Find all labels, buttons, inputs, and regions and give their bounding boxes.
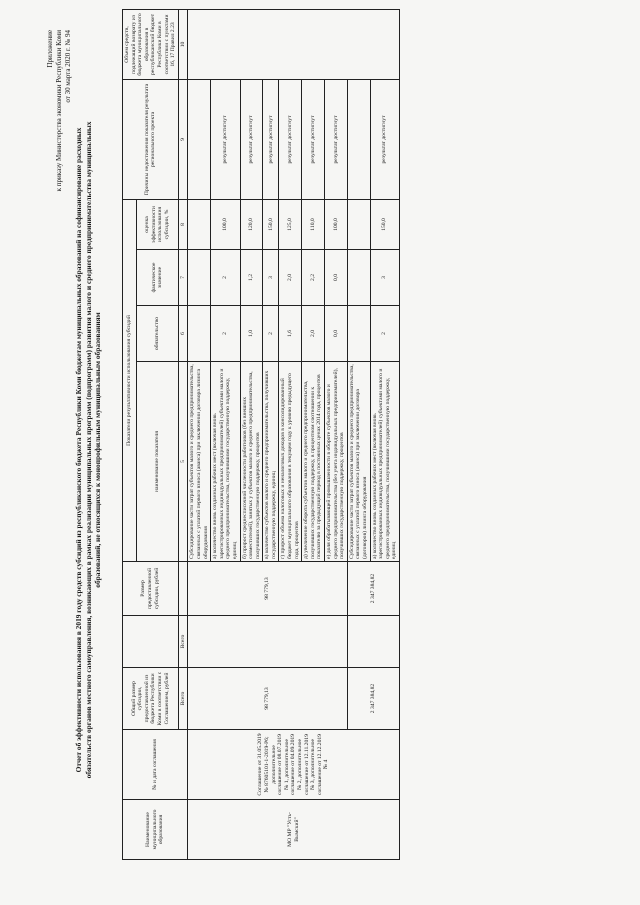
annex-order: к приказу Министерства экономики Республики Коми [55,30,63,192]
indicator-obligation: 1,6 [279,306,302,362]
header-agreement: № и дата соглашения [123,730,188,800]
colnum-10: 10 [178,9,188,79]
indicator-reason: результат достигнут [279,79,302,199]
header-vsego-2: Всего [178,616,188,668]
indicator-actual: 1,2 [240,250,263,306]
indicator-efficiency: 110,0 [302,199,325,249]
title-line-1: Отчет об эффективности использования в 2019 году средств субсидий из республиканского бюджета Республики Коми бюджетам муниципальных образований на софинансирование расходных [74,127,83,773]
block1-empty [188,616,347,668]
indicator-obligation: 2,0 [302,306,325,362]
indicator-efficiency: 100,0 [211,199,240,249]
municipality-cell: МО МР "Усть-Вымский" [188,800,400,860]
report-table [122,9,400,860]
indicator-name: б) прирост среднесписочной численности работников (без внешних совместителей), занятых у субъектов малого и среднего предпринимательства, получивших государственную поддержку, процентов [240,362,263,562]
indicator-efficiency: 125,0 [279,199,302,249]
indicator-reason [347,79,370,199]
header-efficiency: оценка эффективности использования субсидии, % [136,199,178,249]
indicator-obligation: 2 [370,306,399,362]
indicator-reason: результат достигнут [370,79,399,199]
indicator-reason: результат достигнут [325,79,348,199]
indicator-reason: результат достигнут [211,79,240,199]
indicator-actual: 2,2 [302,250,325,306]
colnum-8: 8 [178,199,188,249]
indicator-obligation [188,306,211,362]
indicator-actual [347,250,370,306]
indicator-actual: 3 [370,250,399,306]
own-funds-cell [188,9,400,79]
block2-provided: 2 347 384,82 [347,562,399,616]
colnum-5: 5 [178,362,188,562]
indicator-obligation: 0,0 [325,306,348,362]
indicator-efficiency [347,199,370,249]
header-vsego-spacer [123,616,179,668]
indicator-obligation: 2 [211,306,240,362]
indicator-reason: результат достигнут [263,79,279,199]
colnum-6: 6 [178,306,188,362]
block1-provided: 98 779,13 [188,562,347,616]
indicator-name: Субсидирование части затрат субъектов малого и среднего предпринимательства, связанных с уплатой первого взноса (аванса) при заключении договора лизинга оборудования [188,362,211,562]
indicator-name: г) прирост объема налоговых и неналоговых доходов в консолидированный бюджет муниципального образования в текущем году к уровню предыдущего года, процентов [279,362,302,562]
header-indicators-group: Показатели результативности использования субсидий [123,199,137,561]
annex-label: Приложение [46,30,54,68]
block2-total: 2 347 384,82 [347,668,399,730]
title-line-3: образований, не относящихся к монопрофильным муниципальным образованиям [93,312,102,588]
indicator-reason: результат достигнут [240,79,263,199]
indicator-actual [188,250,211,306]
rotated-page-content [40,13,600,880]
indicator-name: д) увеличение оборота субъектов малого и среднего предпринимательства, получивших государственную поддержку, в процентном соотношении к показателю за предыдущий период в постоянных ценах 2014 года, процентов [302,362,325,562]
indicator-name: а) количество вновь созданных рабочих мест (включая вновь зарегистрированных индивидуальных предпринимателей) субъектами малого и среднего предпринимательства, получившими государственную поддержку, единиц [370,362,399,562]
indicator-actual: 0,0 [325,250,348,306]
table-row [188,9,211,859]
annex-header [46,30,73,260]
block1-total: 98 779,13 [188,668,347,730]
header-vsego-1: Всего [178,668,188,730]
indicator-obligation: 2 [263,306,279,362]
indicator-reason [188,79,211,199]
indicator-name: е) доля обрабатывающей промышленности в обороте субъектов малого и среднего предпринимательства (без учета индивидуальных предпринимателей), получивших государственную поддержку, процентов [325,362,348,562]
header-mo: Наименование муниципального образования [123,800,188,860]
report-title [74,40,103,860]
header-obligation: обязательство [136,306,178,362]
header-row-1 [123,9,137,859]
colnum-9: 9 [178,79,188,199]
indicator-efficiency: 120,0 [240,199,263,249]
indicator-name: Субсидирование части затрат субъектов малого и среднего предпринимательства, связанных с уплатой первого взноса (аванса) при заключении договора (договоров) лизинга оборудования [347,362,370,562]
indicator-actual: 3 [263,250,279,306]
header-own-funds: Объем средств, подлежащий возврату из бюджета муниципального образования в республиканский бюджет Республики Коми в соответствии с пунктами 16, 17 Правил 2.23 [123,9,179,79]
block2-empty [347,616,399,668]
indicator-name: а) количество вновь созданных рабочих мест (включая вновь зарегистрированных индивидуальных предпринимателей) субъектами малого и среднего предпринимательства, получившими государственную поддержку, единиц [211,362,240,562]
indicator-obligation [347,306,370,362]
agreement-cell: Соглашение от 31.05.2019 № 87605101-1-2019-Р6; дополнительное соглашение от 08.07.2019 № 1, дополнительное соглашение от 04.09.2019 № 2, дополнительное соглашение от 12.11.2019 № 3, дополнительное соглашение от 12.12.2019 № 4 [188,730,400,800]
indicator-obligation: 1,0 [240,306,263,362]
indicator-efficiency [188,199,211,249]
title-line-2: обязательств органов местного самоуправления, возникающих в рамках реализации муниципальных программ (подпрограмм) развития малого и среднего предпринимательства муниципальных [83,121,93,779]
indicator-actual: 2 [211,250,240,306]
header-empty [178,562,188,616]
header-provided: Размер предоставленной субсидии, рублей [123,562,179,616]
indicator-actual: 2,0 [279,250,302,306]
header-actual: фактическое значение [136,250,178,306]
header-ind-name: наименование показателя [136,362,178,562]
header-total-subsidy: Общий размер субсидии, предоставленной из бюджета Республики Коми в соответствии с Соглашением, рублей [123,668,179,730]
header-reasons: Причины недостижения показателя результата регионального проекта [123,79,179,199]
indicator-name: в) количество субъектов малого и среднего предпринимательства, получивших государственную поддержку, единиц [263,362,279,562]
indicator-reason: результат достигнут [302,79,325,199]
indicator-efficiency: 150,0 [263,199,279,249]
annex-date: от 30 марта 2020 г. № 94 [64,30,72,103]
indicator-efficiency: 100,0 [325,199,348,249]
indicator-efficiency: 150,0 [370,199,399,249]
colnum-7: 7 [178,250,188,306]
